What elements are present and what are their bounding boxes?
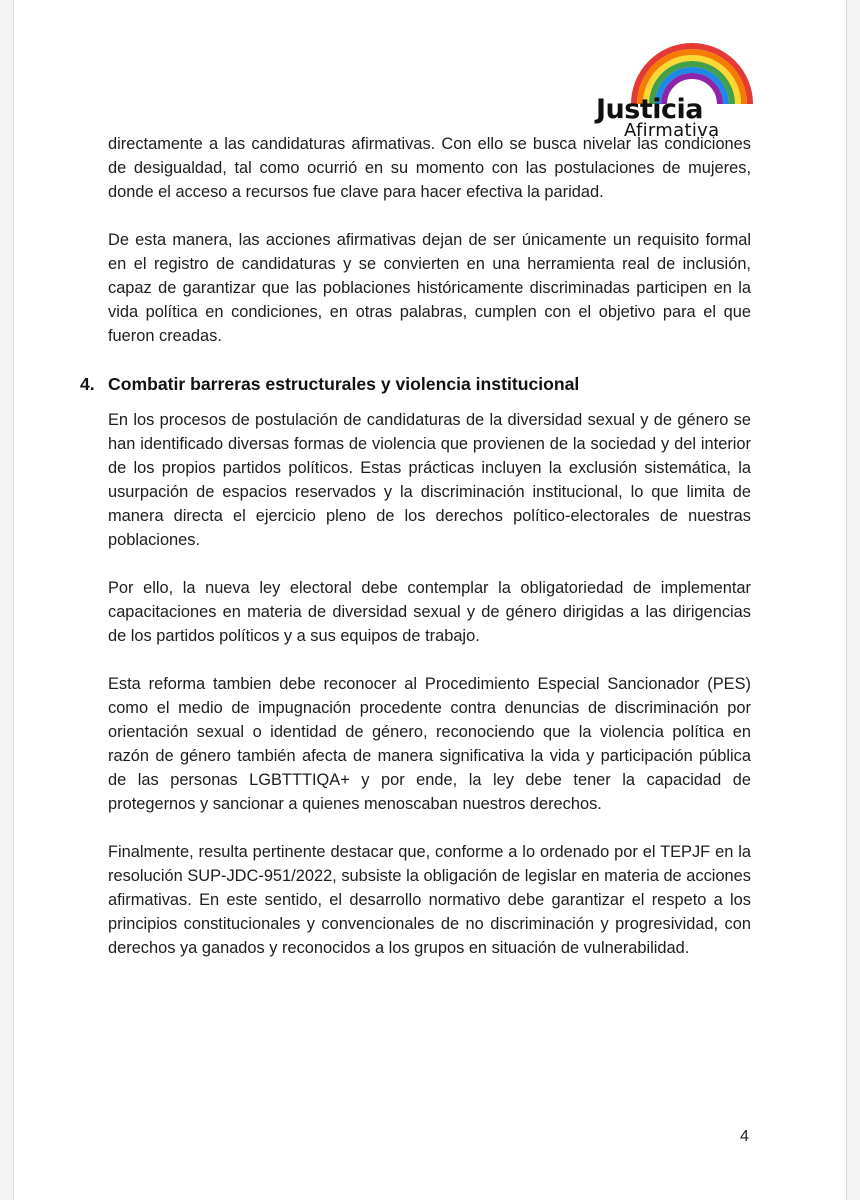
paragraph: De esta manera, las acciones afirmativas dejan de ser únicamente un requisito formal en el registro de candidaturas y se convierten en una herramienta real de inclusión, capaz de garantizar que las poblaciones históricamente discriminadas participen en la vida política en condiciones, en otras palabras, cumplen con el objetivo para el que fueron creadas.: [108, 231, 751, 345]
paragraph: En los procesos de postulación de candidaturas de la diversidad sexual y de género se han identificado diversas formas de violencia que provienen de la sociedad y del interior de los propios partidos políticos. Estas prácticas incluyen la exclusión sistemática, la usurpación de espacios reservados y la discriminación institucional, lo que limita de manera directa el ejercicio pleno de los derechos político-electorales de nuestras poblaciones.: [108, 411, 751, 549]
logo-word-afirmativa: Afirmativa: [624, 120, 720, 141]
section-heading: [80, 372, 751, 396]
paragraph: Finalmente, resulta pertinente destacar que, conforme a lo ordenado por el TEPJF en la resolución SUP-JDC-951/2022, subsiste la obligación de legislar en materia de acciones afirmativas. En este sentido, el desarrollo normativo debe garantizar el respeto a los principios constitucionales y convencionales de no discriminación y progresividad, con derechos ya ganados y reconocidos a los grupos en situación de vulnerabilidad.: [108, 843, 751, 957]
justicia-afirmativa-logo: [586, 22, 758, 141]
paragraph: directamente a las candidaturas afirmativas. Con ello se busca nivelar las condiciones de desigualdad, tal como ocurrió en su momento con las postulaciones de mujeres, donde el acceso a recursos fue clave para hacer efectiva la paridad.: [108, 135, 751, 201]
section-title: Combatir barreras estructurales y violencia institucional: [108, 374, 580, 394]
page-edge-right: [846, 0, 860, 1200]
paragraph: Por ello, la nueva ley electoral debe contemplar la obligatoriedad de implementar capacitaciones en materia de diversidad sexual y de género dirigidas a las dirigencias de los partidos políticos y a sus equipos de trabajo.: [108, 579, 751, 645]
section-number: 4.: [80, 374, 95, 394]
paragraph: Esta reforma tambien debe reconocer al Procedimiento Especial Sancionador (PES) como el medio de impugnación procedente contra denuncias de discriminación por orientación sexual o identidad de género, reconociendo que la violencia política en razón de género también afecta de manera significativa la vida y participación pública de las personas LGBTTTIQA+ y por ende, la ley debe tener la capacidad de protegernos y sancionar a quienes menoscaban nuestros derechos.: [108, 675, 751, 813]
page-number: 4: [740, 1128, 749, 1145]
page-edge-left: [0, 0, 14, 1200]
logo-word-justicia: Justicia: [596, 94, 703, 125]
document-body: [80, 132, 751, 984]
